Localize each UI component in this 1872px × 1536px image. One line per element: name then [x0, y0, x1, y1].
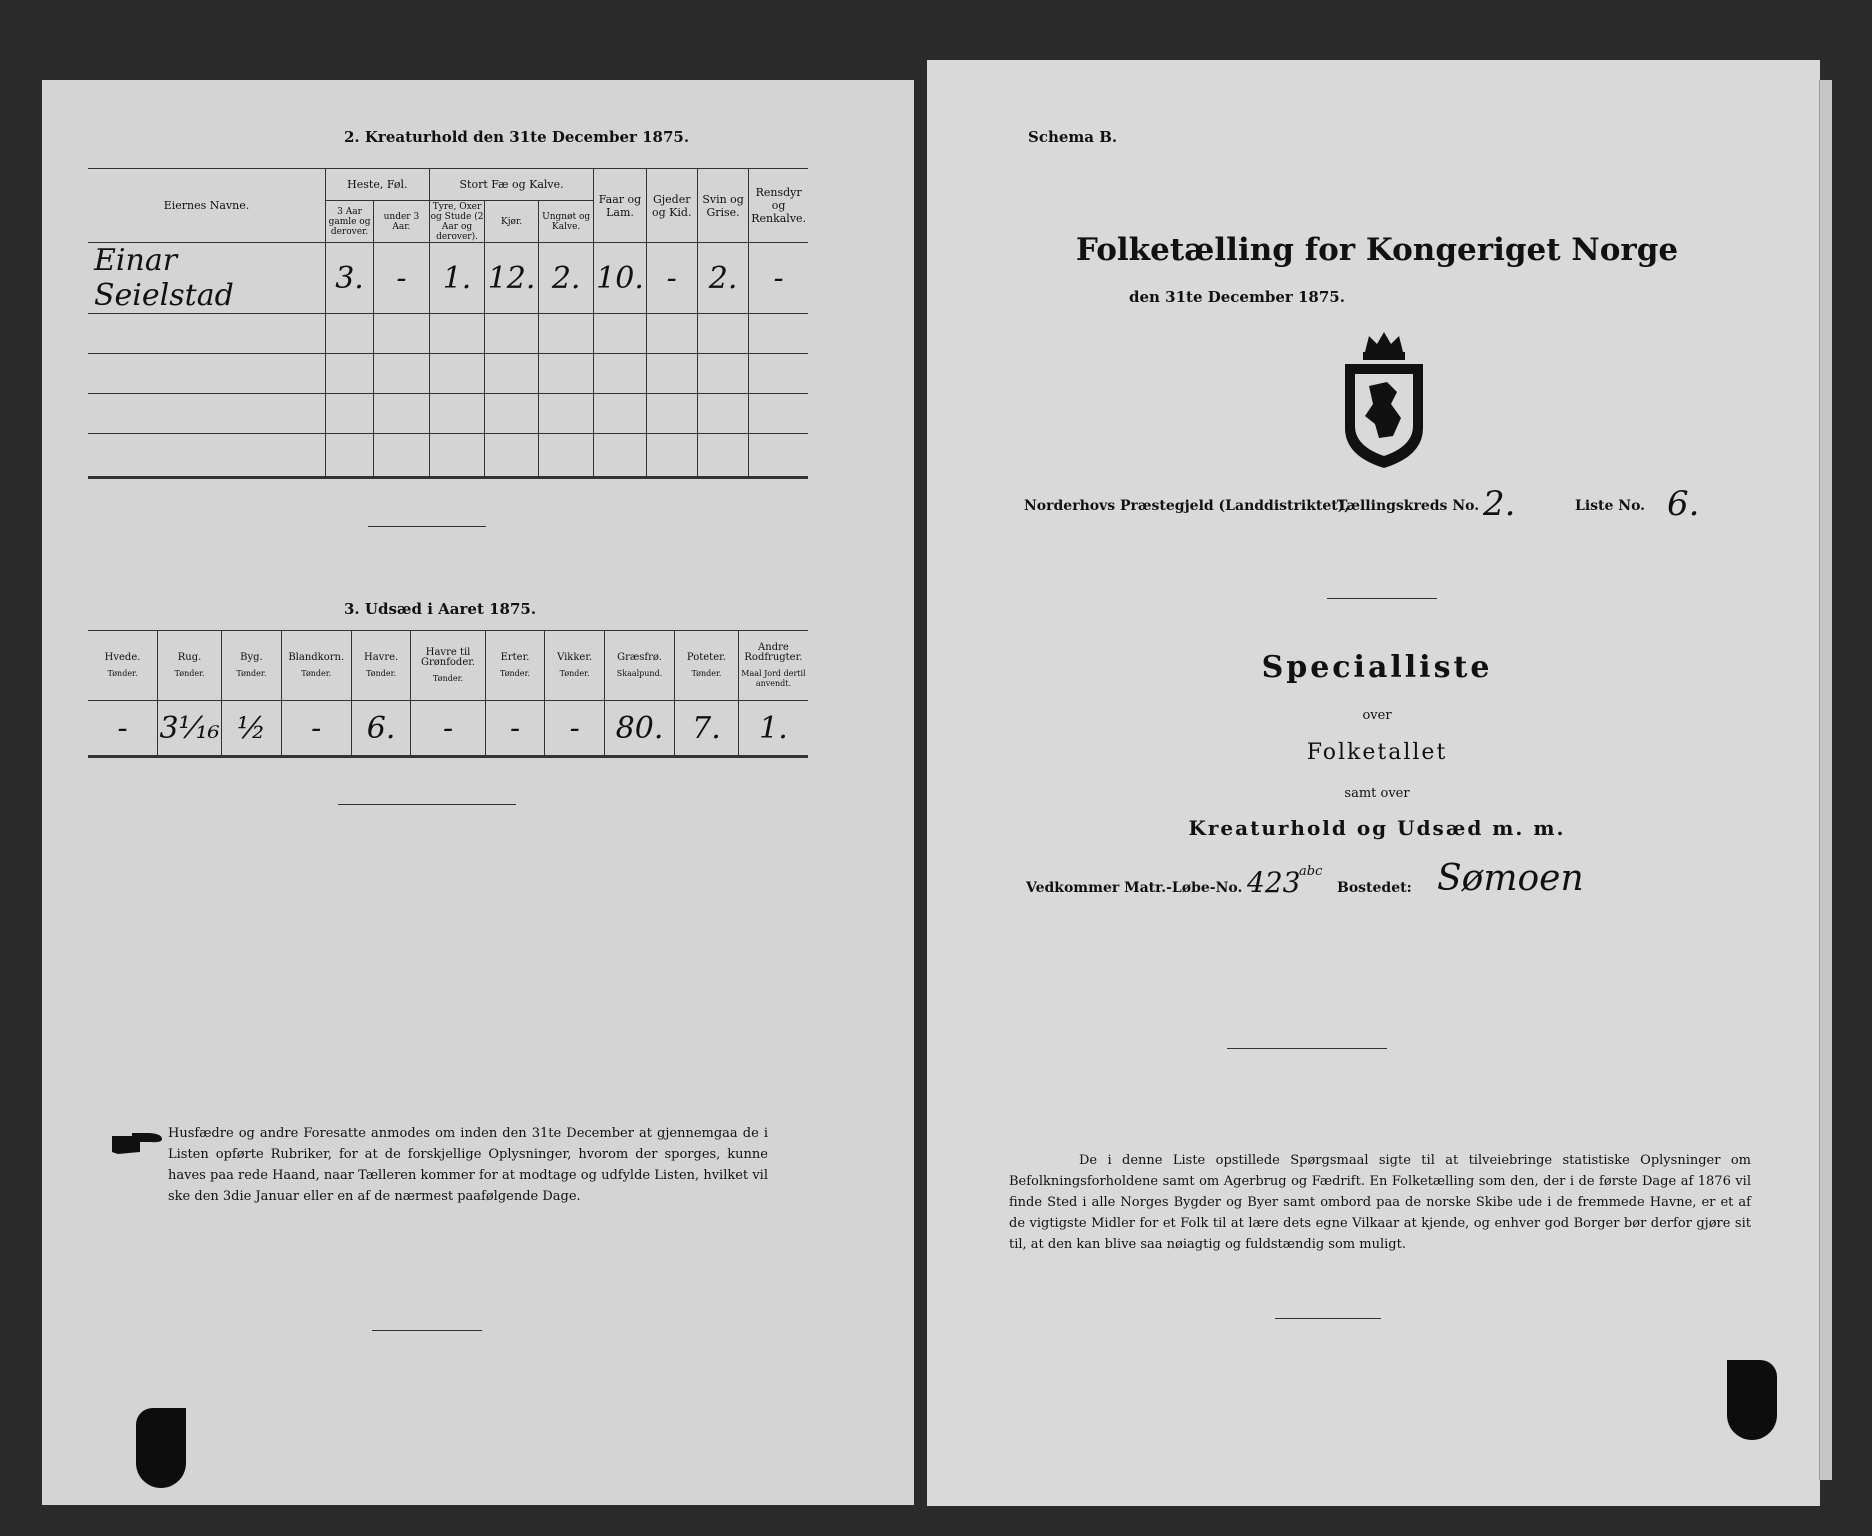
divider [338, 804, 516, 805]
sowing-value: - [545, 701, 605, 757]
bostedet-value: Sømoen [1437, 858, 1584, 899]
coat-of-arms-icon [1331, 328, 1437, 470]
header-heste: Heste, Føl. [325, 169, 429, 201]
sowing-value: 80. [604, 701, 674, 757]
cell-rensdyr: - [749, 243, 808, 314]
sowing-header-name: Havre. [364, 651, 399, 663]
table-row [88, 394, 808, 434]
over-text: over [1362, 708, 1392, 723]
sowing-header-unit: Tønder. [236, 668, 267, 678]
divider [372, 1330, 482, 1331]
cell-gjeder: - [646, 243, 697, 314]
sowing-header-name: Hvede. [104, 651, 141, 663]
corner-tab [136, 1408, 186, 1488]
sowing-header-unit: Skaalpund. [616, 668, 663, 678]
header-stort-b: Kjør. [485, 201, 538, 243]
sowing-header [222, 631, 282, 701]
sowing-value: - [411, 701, 485, 757]
sowing-header-name: Græsfrø. [617, 651, 662, 663]
sowing-value: 6. [351, 701, 411, 757]
sowing-header-name: Rug. [177, 651, 202, 663]
cell-svin: 2. [697, 243, 748, 314]
sowing-header-unit: Tønder. [174, 668, 205, 678]
header-heste-b: under 3 Aar. [374, 201, 430, 243]
cell-stort-a: 1. [429, 243, 485, 314]
cell-owner: Einar Seielstad [88, 243, 325, 314]
sowing-header [545, 631, 605, 701]
sowing-value: ½ [222, 701, 282, 757]
sowing-header-name: Poteter. [686, 651, 726, 663]
kreds-label: Tællingskreds No. [1337, 498, 1480, 514]
sowing-value: 7. [675, 701, 739, 757]
sowing-value: - [485, 701, 545, 757]
kreds-number: 2. [1483, 484, 1516, 524]
sowing-header-unit: Tønder. [301, 668, 332, 678]
cell-heste-a: 3. [325, 243, 373, 314]
divider [1327, 598, 1437, 599]
table-row [88, 354, 808, 394]
header-faar: Faar og Lam. [594, 169, 646, 243]
prestegjeld-label: Norderhovs Præstegjeld (Landdistriktet), [1024, 498, 1350, 514]
left-page [42, 80, 914, 1505]
table-row [88, 243, 808, 314]
sowing-header-unit: Tønder. [433, 673, 464, 683]
matr-suffix: abc [1299, 864, 1323, 879]
header-owner: Eiernes Navne. [88, 169, 325, 243]
sowing-header [485, 631, 545, 701]
sowing-value: - [88, 701, 158, 757]
schema-label: Schema B. [1028, 128, 1118, 146]
sowing-header [675, 631, 739, 701]
liste-label: Liste No. [1575, 498, 1646, 514]
sowing-header [604, 631, 674, 701]
matr-label: Vedkommer Matr.-Løbe-No. [1026, 880, 1243, 896]
sowing-header-unit: Tønder. [366, 668, 397, 678]
sowing-table [88, 630, 808, 758]
header-stort-c: Ungnøt og Kalve. [538, 201, 594, 243]
sowing-header [281, 631, 351, 701]
notice-text: Husfædre og andre Foresatte anmodes om inden den 31te December at gjennemgaa de i Listen opførte Rubriker, for at de forskjellige Oplysninger, hvorom der sporges, kunne haves paa rede Haand, naar Tælleren kommer for at modtage og udfylde Listen, hvilket vil ske den 3die Januar eller en af de nærmest paafølgende Dage. [168, 1126, 768, 1204]
table-row [88, 701, 808, 757]
sowing-value: - [281, 701, 351, 757]
pointing-hand-icon [110, 1130, 164, 1156]
header-gjeder: Gjeder og Kid. [646, 169, 697, 243]
sowing-header-name: Andre Rodfrugter. [744, 641, 803, 663]
section2-title: 2. Kreaturhold den 31te December 1875. [344, 128, 690, 146]
corner-tab [1727, 1360, 1777, 1440]
header-stort: Stort Fæ og Kalve. [429, 169, 594, 201]
sowing-header [158, 631, 222, 701]
sowing-header [351, 631, 411, 701]
sowing-header-unit: Maal Jord dertil anvendt. [741, 668, 806, 688]
description-text: De i denne Liste opstillede Spørgsmaal sigte til at tilveiebringe statistiske Oplysninger om Befolkningsforholdene samt om Agerbrug og Fædrift. En Folketælling som den, der i de første Dage af 1876 vil finde Sted i alle Norges Bygder og Byer samt ombord paa de norske Skibe ude i de fremmede Havne, er et af de vigtigste Midler for et Folk til at lære dets egne Vilkaar at kjende, og enhver god Borger bør derfor gjøre sit til, at den kan blive saa nøiagtig og fuldstændig som muligt. [1009, 1153, 1751, 1252]
header-rensdyr: Rensdyr og Renkalve. [749, 169, 808, 243]
sowing-value: 1. [738, 701, 808, 757]
sowing-header-name: Vikker. [557, 651, 593, 663]
folketallet-heading: Folketallet [1306, 740, 1448, 765]
table-row [88, 314, 808, 354]
sowing-header-name: Blandkorn. [288, 651, 345, 663]
main-title: Folketælling for Kongeriget Norge [1075, 232, 1679, 268]
sowing-header-name: Byg. [240, 651, 263, 663]
liste-number: 6. [1667, 484, 1700, 524]
header-stort-a: Tyre, Oxer og Stude (2 Aar og derover). [430, 201, 484, 242]
sowing-header-unit: Tønder. [691, 668, 722, 678]
bostedet-label: Bostedet: [1337, 880, 1412, 896]
sowing-header-unit: Tønder. [500, 668, 531, 678]
livestock-table [88, 168, 808, 479]
divider [1227, 1048, 1387, 1049]
specialliste-heading: Specialliste [1261, 650, 1493, 685]
header-heste-a: 3 Aar gamle og derover. [325, 201, 373, 243]
header-svin: Svin og Grise. [697, 169, 748, 243]
divider [368, 526, 486, 527]
sowing-header-unit: Tønder. [559, 668, 590, 678]
page-edge [1819, 80, 1832, 1480]
kreaturhold-heading: Kreaturhold og Udsæd m. m. [1188, 816, 1566, 840]
cell-stort-b: 12. [485, 243, 538, 314]
sowing-header [411, 631, 485, 701]
section3-title: 3. Udsæd i Aaret 1875. [344, 600, 537, 618]
sowing-header-name: Erter. [500, 651, 530, 663]
date-line: den 31te December 1875. [1129, 288, 1345, 306]
sowing-header-name: Havre til Grønfoder. [420, 646, 476, 668]
sowing-header [88, 631, 158, 701]
right-page [927, 60, 1820, 1506]
sowing-header-unit: Tønder. [107, 668, 138, 678]
sowing-value: 3¹⁄₁₆ [158, 701, 222, 757]
sowing-header [738, 631, 808, 701]
divider [1275, 1318, 1381, 1319]
samt-over-text: samt over [1344, 786, 1410, 801]
cell-faar: 10. [594, 243, 646, 314]
matr-number: 423 [1247, 866, 1301, 899]
cell-stort-c: 2. [538, 243, 594, 314]
cell-heste-b: - [374, 243, 430, 314]
table-row [88, 434, 808, 478]
